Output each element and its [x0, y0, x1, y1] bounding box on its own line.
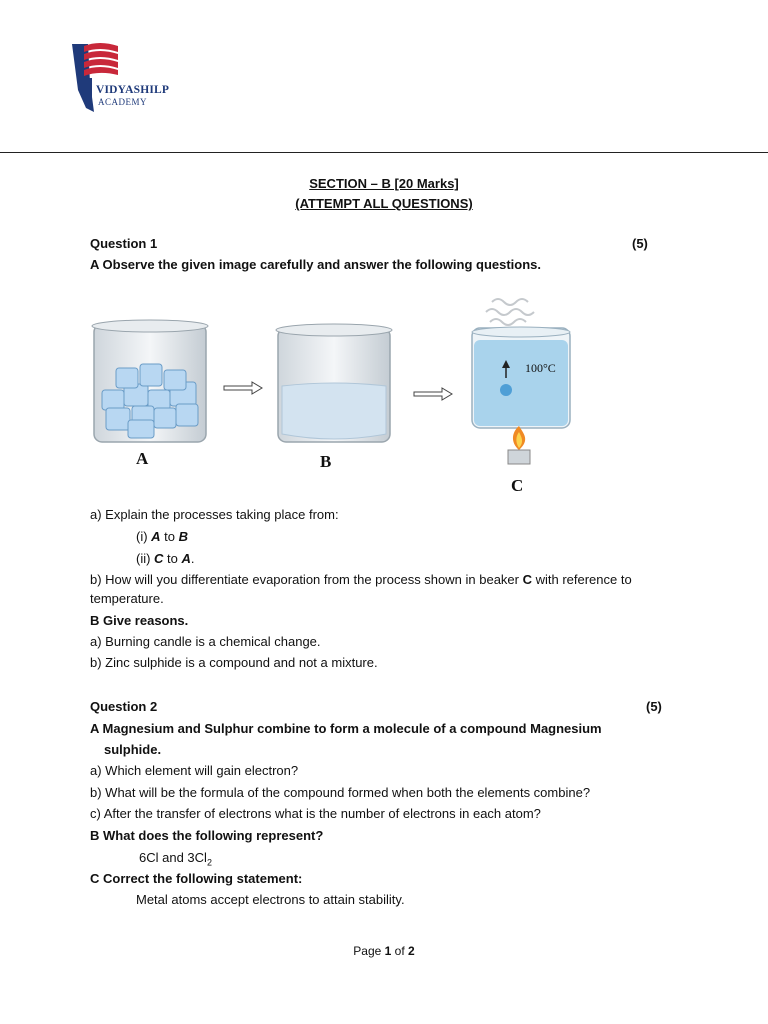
logo-subtitle: ACADEMY: [98, 97, 148, 107]
temperature-label: 100°C: [525, 361, 556, 375]
q1-reason-2: b) Zinc sulphide is a compound and not a mixture.: [90, 655, 378, 670]
beaker-c: [472, 299, 570, 464]
q2-b: b) What will be the formula of the compound formed when both the elements combine?: [90, 785, 591, 800]
q1-b-line2: temperature.: [90, 591, 164, 606]
q1-reason-1: a) Burning candle is a chemical change.: [90, 634, 321, 649]
beakers-figure: [88, 280, 588, 495]
q1-title: Question 1: [90, 236, 158, 251]
figure-label-a: A: [136, 449, 149, 468]
q2-part-b-heading: B What does the following represent?: [90, 828, 324, 843]
q1-a: a) Explain the processes taking place from:: [90, 507, 339, 522]
q2-part-a-line1: A Magnesium and Sulphur combine to form a molecule of a compound Magnesium: [90, 721, 602, 736]
q1-part-b-heading: B Give reasons.: [90, 613, 189, 628]
header-divider: [0, 152, 768, 153]
q1-b-line1: b) How will you differentiate evaporation from the process shown in beaker C with reference to: [90, 572, 632, 587]
q2-c: c) After the transfer of electrons what is the number of electrons in each atom?: [90, 806, 541, 821]
q2-statement: Metal atoms accept electrons to attain stability.: [136, 892, 405, 907]
q2-marks: (5): [646, 699, 662, 714]
q2-part-c-heading: C Correct the following statement:: [90, 871, 303, 886]
q1-marks: (5): [632, 236, 648, 251]
q2-formula: 6Cl and $3Cl_2$: [139, 850, 212, 868]
logo-name: VIDYASHILP: [96, 84, 170, 96]
figure-label-c: C: [511, 476, 524, 495]
figure-label-b: B: [320, 452, 332, 471]
section-subtitle: (ATTEMPT ALL QUESTIONS): [295, 196, 473, 211]
q1-a-i: (i) A to B: [136, 529, 189, 544]
q2-part-a-line2: sulphide.: [104, 742, 162, 757]
q1-part-a-heading: A Observe the given image carefully and answer the following questions.: [90, 257, 542, 272]
beaker-b: [276, 324, 392, 442]
beaker-a: [92, 320, 208, 442]
section-title: SECTION – B [20 Marks]: [309, 176, 459, 191]
page-number: Page 1 of 2: [353, 944, 415, 958]
q2-title: Question 2: [90, 699, 158, 714]
q2-a: a) Which element will gain electron?: [90, 763, 299, 778]
q1-a-ii: (ii) C to A.: [136, 551, 195, 566]
